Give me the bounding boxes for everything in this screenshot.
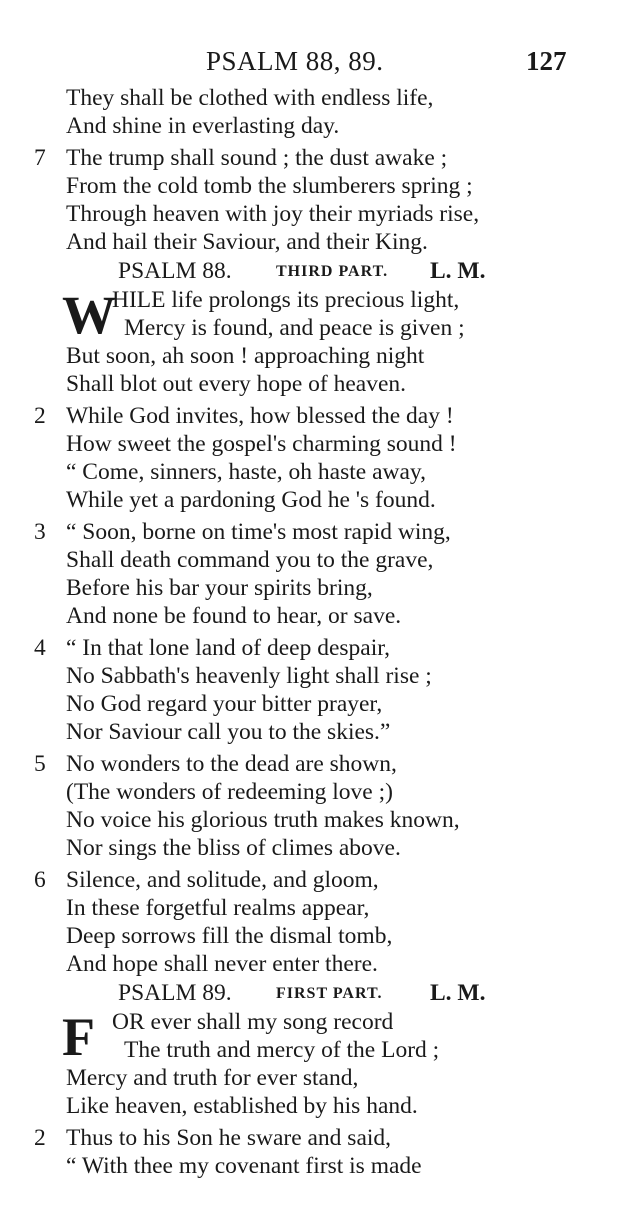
verse-line-row	[0, 866, 640, 894]
verse-line: But soon, ah soon ! approaching night	[66, 343, 425, 369]
verse-line-row	[0, 112, 640, 140]
verse-line-row	[0, 342, 640, 370]
verse-line: And hail their Saviour, and their King.	[66, 229, 428, 255]
stanza-number: 7	[34, 145, 46, 171]
verse-line: While God invites, how blessed the day !	[66, 403, 454, 429]
verse-line: Mercy and truth for ever stand,	[66, 1065, 359, 1091]
verse-line-row	[0, 518, 640, 546]
verse-line: Nor sings the bliss of climes above.	[66, 835, 401, 861]
verse-line: No God regard your bitter prayer,	[66, 691, 383, 717]
verse-line: Deep sorrows fill the dismal tomb,	[66, 923, 393, 949]
psalm-part: THIRD PART.	[276, 263, 389, 280]
verse-line: OR ever shall my song record	[112, 1009, 394, 1035]
verse-line: Shall death command you to the grave,	[66, 547, 434, 573]
stanza-number: 2	[34, 1125, 46, 1151]
psalm-meter: L. M.	[430, 258, 486, 284]
verse-line: No voice his glorious truth makes known,	[66, 807, 460, 833]
stanza-number: 4	[34, 635, 46, 661]
verse-line-row	[0, 602, 640, 630]
verse-line: Like heaven, established by his hand.	[66, 1093, 418, 1119]
verse-line-row	[0, 1092, 640, 1120]
verse-line: “ Soon, borne on time's most rapid wing,	[66, 519, 451, 545]
verse-line-row	[0, 750, 640, 778]
verse-line-row	[0, 172, 640, 200]
verse-line-row	[0, 950, 640, 978]
verse-line: Shall blot out every hope of heaven.	[66, 371, 407, 397]
verse-line-row	[0, 690, 640, 718]
verse-line: While yet a pardoning God he 's found.	[66, 487, 436, 513]
drop-cap: F	[62, 1007, 95, 1067]
verse-line-row	[0, 574, 640, 602]
verse-line-row	[0, 718, 640, 746]
verse-line: From the cold tomb the slumberers spring ;	[66, 173, 473, 199]
verse-line-row	[0, 228, 640, 256]
stanza-number: 2	[34, 403, 46, 429]
psalm-meter: L. M.	[430, 980, 486, 1006]
verse-line: No wonders to the dead are shown,	[66, 751, 397, 777]
verse-line: Silence, and solitude, and gloom,	[66, 867, 379, 893]
verse-line: In these forgetful realms appear,	[66, 895, 370, 921]
stanza-number: 5	[34, 751, 46, 777]
running-title: PSALM 88, 89.	[206, 46, 384, 76]
psalm-number: PSALM 88.	[118, 258, 232, 284]
verse-line-row	[0, 1152, 640, 1180]
verse-line-row	[0, 806, 640, 834]
verse-line: HILE life prolongs its precious light,	[112, 287, 460, 313]
psalm-number: PSALM 89.	[118, 980, 232, 1006]
verse-line: And shine in everlasting day.	[66, 113, 340, 139]
verse-line: How sweet the gospel's charming sound !	[66, 431, 457, 457]
verse-line-row	[0, 486, 640, 514]
verse-line-row	[0, 634, 640, 662]
verse-line-row	[0, 200, 640, 228]
verse-line-row	[0, 402, 640, 430]
verse-line-row	[0, 84, 640, 112]
drop-cap: W	[62, 285, 116, 345]
verse-line: The trump shall sound ; the dust awake ;	[66, 145, 448, 171]
verse-line: The truth and mercy of the Lord ;	[124, 1037, 440, 1063]
verse-line-row	[0, 778, 640, 806]
verse-line: “ With thee my covenant first is made	[66, 1153, 422, 1179]
verse-line: And hope shall never enter there.	[66, 951, 378, 977]
verse-line-row	[0, 430, 640, 458]
verse-line-row	[0, 1124, 640, 1152]
verse-line: Nor Saviour call you to the skies.”	[66, 719, 391, 745]
verse-line-row	[0, 144, 640, 172]
stanza-number: 3	[34, 519, 46, 545]
psalm-heading	[0, 256, 640, 286]
verse-line: No Sabbath's heavenly light shall rise ;	[66, 663, 432, 689]
stanza-number: 6	[34, 867, 46, 893]
stanza-opening	[0, 285, 640, 345]
verse-line: And none be found to hear, or save.	[66, 603, 402, 629]
verse-line: “ In that lone land of deep despair,	[66, 635, 391, 661]
verse-line-row	[0, 662, 640, 690]
psalm-part: FIRST PART.	[276, 985, 383, 1002]
verse-line-row	[0, 894, 640, 922]
stanza-opening	[0, 1007, 640, 1067]
verse-line: Before his bar your spirits bring,	[66, 575, 373, 601]
verse-line: Thus to his Son he sware and said,	[66, 1125, 392, 1151]
verse-line-row	[0, 546, 640, 574]
verse-line: Mercy is found, and peace is given ;	[124, 315, 465, 341]
verse-line: “ Come, sinners, haste, oh haste away,	[66, 459, 427, 485]
page-number: 127	[526, 46, 567, 76]
psalm-heading	[0, 978, 640, 1008]
verse-line: Through heaven with joy their myriads rise,	[66, 201, 480, 227]
verse-line-row	[0, 370, 640, 398]
hymn-text	[0, 84, 640, 1180]
verse-line-row	[0, 458, 640, 486]
verse-line-row	[0, 922, 640, 950]
verse-line: They shall be clothed with endless life,	[66, 85, 434, 111]
verse-line: (The wonders of redeeming love ;)	[66, 779, 393, 805]
page-header	[0, 46, 640, 80]
verse-line-row	[0, 834, 640, 862]
verse-line-row	[0, 1064, 640, 1092]
